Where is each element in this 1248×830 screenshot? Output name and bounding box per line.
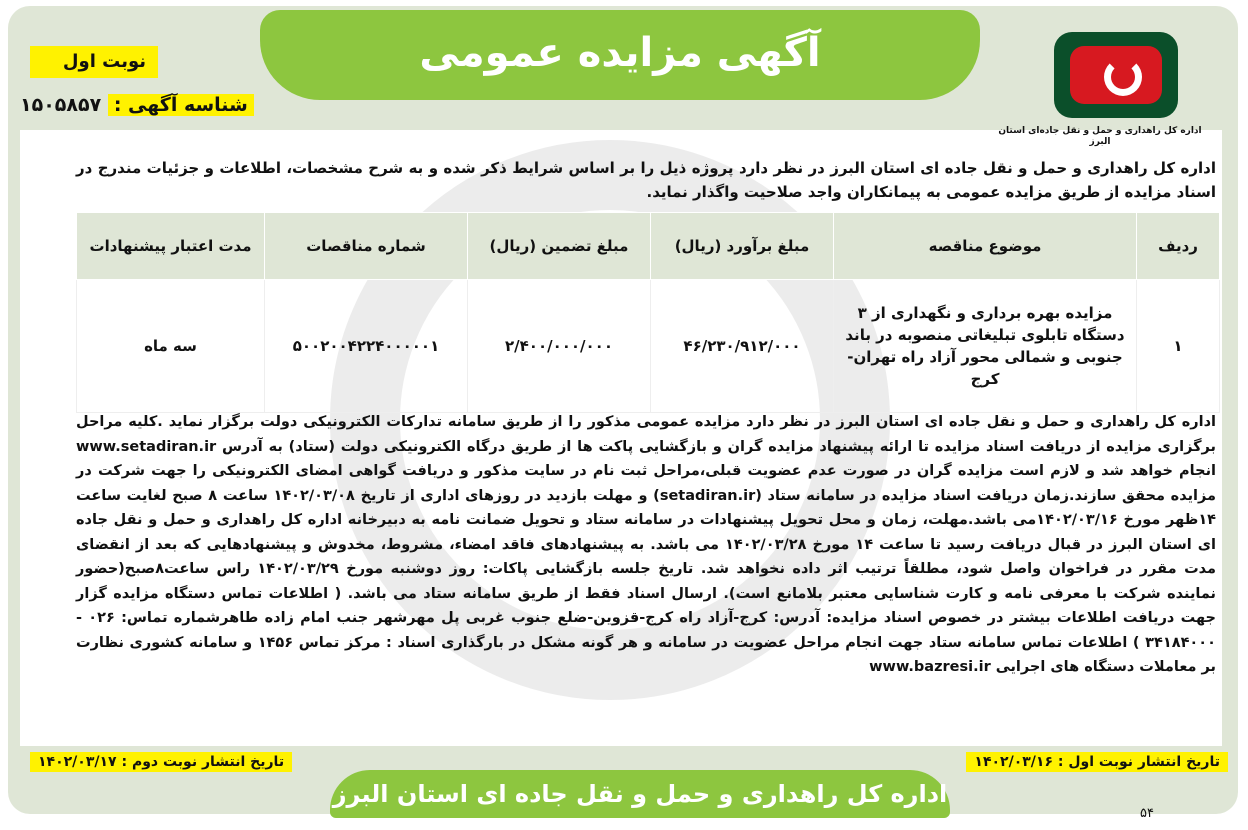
- round-badge: نوبت اول: [30, 46, 158, 78]
- col-header-estimate: مبلغ برآورد (ریال): [651, 213, 834, 280]
- ad-id-value: ۱۵۰۵۸۵۷: [20, 94, 102, 116]
- col-header-subject: موضوع مناقصه: [834, 213, 1137, 280]
- page-number: ۵۴: [1140, 806, 1154, 821]
- body-text: [76, 410, 1216, 680]
- ad-id-label: شناسه آگهی :: [108, 94, 254, 116]
- logo-red-shape: [1070, 46, 1162, 104]
- body-paragraph: اداره کل راهداری و حمل و نقل جاده ای استان البرز در نظر دارد مزایده عمومی مذکور را از طریق سامانه تدارکات الکترونیکی دولت برگزار نماید .کلیه مراحل برگزاری مزایده از دریافت اسناد مزایده تا ارائه پیشنهاد مزایده گران و بازگشایی پاکت ها از طریق درگاه الکترونیکی دولت (ستاد) به آدرس www.setadiran.ir انجام خواهد شد و لازم است مزایده گران در صورت عدم عضویت قبلی،مراحل ثبت نام در سایت مذکور و دریافت گواهی امضای الکترونیکی را جهت شرکت در مزایده محقق سازند.زمان دریافت اسناد مزایده در سامانه ستاد (setadiran.ir) و مهلت بازدید در روزهای اداری از تاریخ ۱۴۰۲/۰۳/۰۸ ساعت ۸ صبح لغایت ساعت ۱۴ظهر مورخ ۱۴۰۲/۰۳/۱۶می باشد.مهلت، زمان و محل تحویل پیشنهادات در سامانه ستاد و تحویل ضمانت نامه به دبیرخانه اداره کل راهداری و حمل و نقل جاده ای استان البرز در قبال دریافت رسید تا ساعت ۱۴ مورخ ۱۴۰۲/۰۳/۲۸ می باشد. به پیشنهادهای فاقد امضاء، مشروط، مخدوش و پیشنهادهایی که بعد از انقضای مدت مقرر در فراخوان واصل شود، مطلقاً ترتیب اثر داده نخواهد شد. تاریخ جلسه بازگشایی پاکات: روز دوشنبه مورخ ۱۴۰۲/۰۳/۲۹ راس ساعت۸صبح(حضور نماینده شرکت با معرفی نامه و کارت شناسایی معتبر بلامانع است). ارسال اسناد فقط از طریق سامانه ستاد می باشد. ( اطلاعات تماس دستگاه مزایده گزار جهت دریافت اطلاعات بیشتر در خصوص اسناد مزایده: آدرس: کرج-آزاد راه کرج-قزوین-ضلع جنوب غربی پل مهرشهر جنب امام زاده طاهرشماره تماس: ۰۲۶ - ۳۴۱۸۴۰۰۰ ) اطلاعات تماس سامانه ستاد جهت انجام مراحل عضویت در سامانه و هر گونه مشکل در بارگذاری اسناد : مرکز تماس ۱۴۵۶ و سامانه کشوری نظارت بر معاملات دستگاه های اجرایی www.bazresi.ir: [76, 414, 1217, 675]
- footer-org-name: اداره کل راهداری و حمل و نقل جاده ای استان البرز: [332, 780, 948, 808]
- col-header-row-number: ردیف: [1137, 213, 1220, 280]
- cell-tender-number: ۵۰۰۲۰۰۴۲۲۴۰۰۰۰۰۱: [265, 280, 468, 413]
- ad-id: [20, 94, 254, 116]
- road-authority-logo: [1054, 32, 1178, 118]
- cell-guarantee: ۲/۴۰۰/۰۰۰/۰۰۰: [468, 280, 651, 413]
- first-publication-date: تاریخ انتشار نوبت اول : ۱۴۰۲/۰۳/۱۶: [966, 752, 1228, 772]
- cell-estimate: ۴۶/۲۳۰/۹۱۲/۰۰۰: [651, 280, 834, 413]
- table-row: [77, 280, 1220, 413]
- cell-subject: مزایده بهره برداری و نگهداری از ۳ دستگاه تابلوی تبلیغاتی منصوبه در باند جنوبی و شمالی محور آزاد راه تهران-کرج: [834, 280, 1137, 413]
- cell-validity: سه ماه: [77, 280, 265, 413]
- logo-caption: اداره کل راهداری و حمل و نقل جاده‌ای استان البرز: [998, 126, 1202, 147]
- col-header-validity: مدت اعتبار پیشنهادات: [77, 213, 265, 280]
- cell-row-number: ۱: [1137, 280, 1220, 413]
- page-title: آگهی مزایده عمومی: [419, 30, 821, 76]
- col-header-guarantee: مبلغ تضمین (ریال): [468, 213, 651, 280]
- logo-arrow-icon: [1104, 58, 1142, 96]
- auction-table: [76, 212, 1220, 413]
- intro-paragraph: اداره کل راهداری و حمل و نقل جاده ای استان البرز در نظر دارد پروژه ذیل را بر اساس شرایط ذکر شده و به شرح مشخصات، اطلاعات و جزئیات مندرج در اسناد مزایده از طریق مزایده عمومی به پیمانکاران واجد صلاحیت واگذار نماید.: [76, 159, 1216, 201]
- col-header-tender-number: شماره مناقصات: [265, 213, 468, 280]
- second-publication-date: تاریخ انتشار نوبت دوم : ۱۴۰۲/۰۳/۱۷: [30, 752, 292, 772]
